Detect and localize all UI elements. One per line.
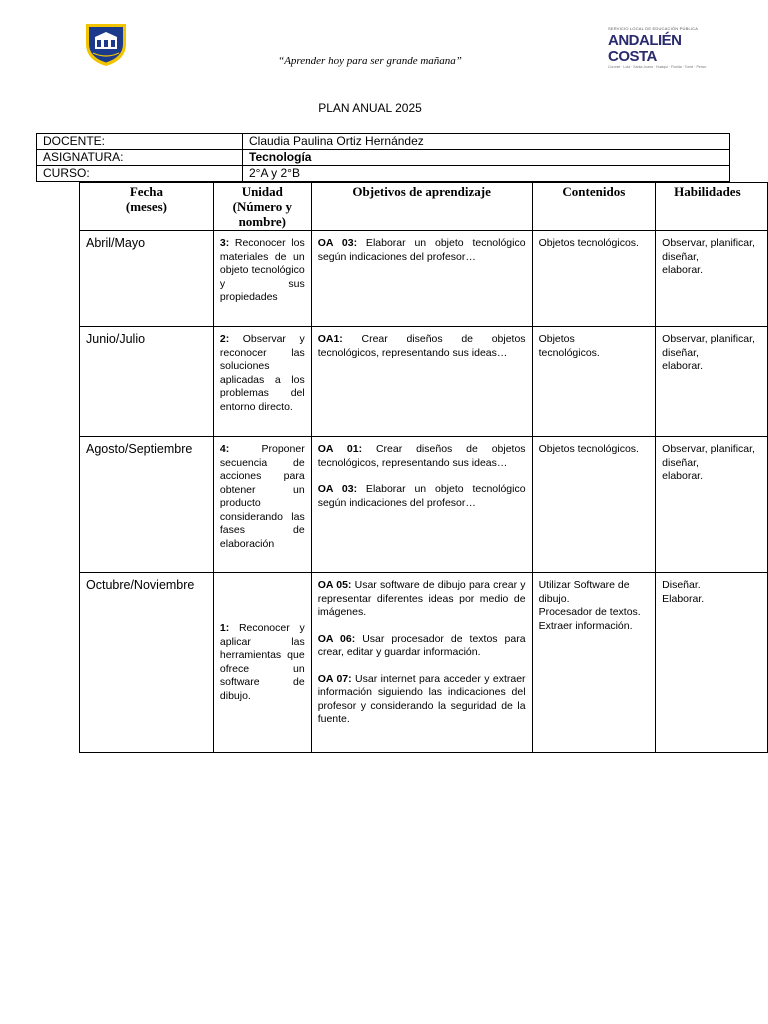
plan-row [80,231,768,327]
objectives-cell [311,327,532,437]
info-table [36,133,730,182]
unit-cell [213,573,311,753]
unit-text: Reconocer y aplicar las herramientas que ofrece un software de dibujo. [219,622,305,702]
info-row-curso [37,166,730,182]
objective-code: OA 03: [317,483,358,495]
objective-item [318,443,526,470]
objective-text: Crear diseños de objetos tecnológicos, representando sus ideas… [317,333,526,359]
objective-text: Usar internet para acceder y extraer información siguiendo las indicaciones del profesor y considerando la seguridad de la fuente. [317,672,526,725]
content-cell: Objetos tecnológicos. [532,437,656,573]
objective-code: OA 01: [317,443,363,455]
objectives-cell [311,573,532,753]
objective-text: Usar procesador de textos para crear, editar y guardar información. [317,632,526,658]
objective-text: Crear diseños de objetos tecnológicos, representando sus ideas… [317,443,526,469]
plan-row [80,573,768,753]
unit-number: 1: [219,622,230,634]
header-objetivos: Objetivos de aprendizaje [311,183,532,231]
docente-label: DOCENTE: [37,134,243,150]
objective-text: Usar software de dibujo para crear y representar diferentes ideas por medio de imágenes. [317,579,526,618]
slep-logo [608,26,707,70]
page-title: PLAN ANUAL 2025 [318,101,422,115]
unit-number: 2: [219,333,230,345]
plan-table [79,182,768,753]
objective-item [318,237,526,264]
slep-logo-bottom-text: Coronel · Lota · Santa Juana · Hualqui · Florida · Tomé · Penco [608,65,707,69]
objectives-cell [311,437,532,573]
objective-code: OA 07: [317,672,352,685]
month-cell: Agosto/Septiembre [80,437,214,573]
unit-cell [213,231,311,327]
objective-code: OA 03: [317,237,358,249]
objective-code: OA 06: [317,632,356,645]
school-motto: “Aprender hoy para ser grande mañana” [278,55,462,67]
asignatura-label: ASIGNATURA: [37,150,243,166]
unit-number: 3: [219,237,230,249]
objective-code: OA 05: [317,579,352,591]
unit-cell [213,437,311,573]
skills-cell: Diseñar. Elaborar. [656,573,768,753]
info-row-docente [37,134,730,150]
objective-item [318,673,526,727]
month-cell: Junio/Julio [80,327,214,437]
slep-logo-line1: ANDALIÉN [608,32,682,49]
objective-text: Elaborar un objeto tecnológico según indicaciones del profesor… [317,237,526,263]
skills-cell: Observar, planificar, diseñar, elaborar. [656,327,768,437]
header-contenidos: Contenidos [532,183,656,231]
unit-cell [213,327,311,437]
skills-cell: Observar, planificar, diseñar, elaborar. [656,437,768,573]
header-fecha: Fecha (meses) [80,183,214,231]
month-cell: Octubre/Noviembre [80,573,214,753]
objectives-cell [311,231,532,327]
slep-logo-top-text: SERVICIO LOCAL DE EDUCACIÓN PÚBLICA [608,26,699,31]
asignatura-value: Tecnología [243,150,730,166]
slep-logo-line2: COSTA [608,48,657,65]
unit-text: Reconocer los materiales de un objeto tecnológico y sus propiedades [219,237,305,303]
docente-value: Claudia Paulina Ortiz Hernández [243,134,730,150]
unit-number: 4: [219,443,230,455]
unit-text: Proponer secuencia de acciones para obtener un producto considerando las fases de elaboración [219,443,305,550]
objective-item [318,579,526,620]
plan-row [80,327,768,437]
header-unidad: Unidad (Número y nombre) [213,183,311,231]
plan-row [80,437,768,573]
info-row-asignatura [37,150,730,166]
skills-cell: Observar, planificar, diseñar, elaborar. [656,231,768,327]
curso-value: 2°A y 2°B [243,166,730,182]
objective-item [318,333,526,360]
content-cell: Utilizar Software de dibujo. Procesador de textos. Extraer información. [532,573,656,753]
objective-item [318,483,526,510]
objective-text: Elaborar un objeto tecnológico según indicaciones del profesor… [317,483,526,509]
objective-item [318,633,526,660]
content-cell: Objetos tecnológicos. [532,231,656,327]
plan-header-row [80,183,768,231]
header-habilidades: Habilidades [656,183,768,231]
unit-text: Observar y reconocer las soluciones aplicadas a los problemas del entorno directo. [219,333,305,413]
objective-code: OA1: [317,333,343,345]
curso-label: CURSO: [37,166,243,182]
content-cell: Objetos tecnológicos. [532,327,656,437]
month-cell: Abril/Mayo [80,231,214,327]
